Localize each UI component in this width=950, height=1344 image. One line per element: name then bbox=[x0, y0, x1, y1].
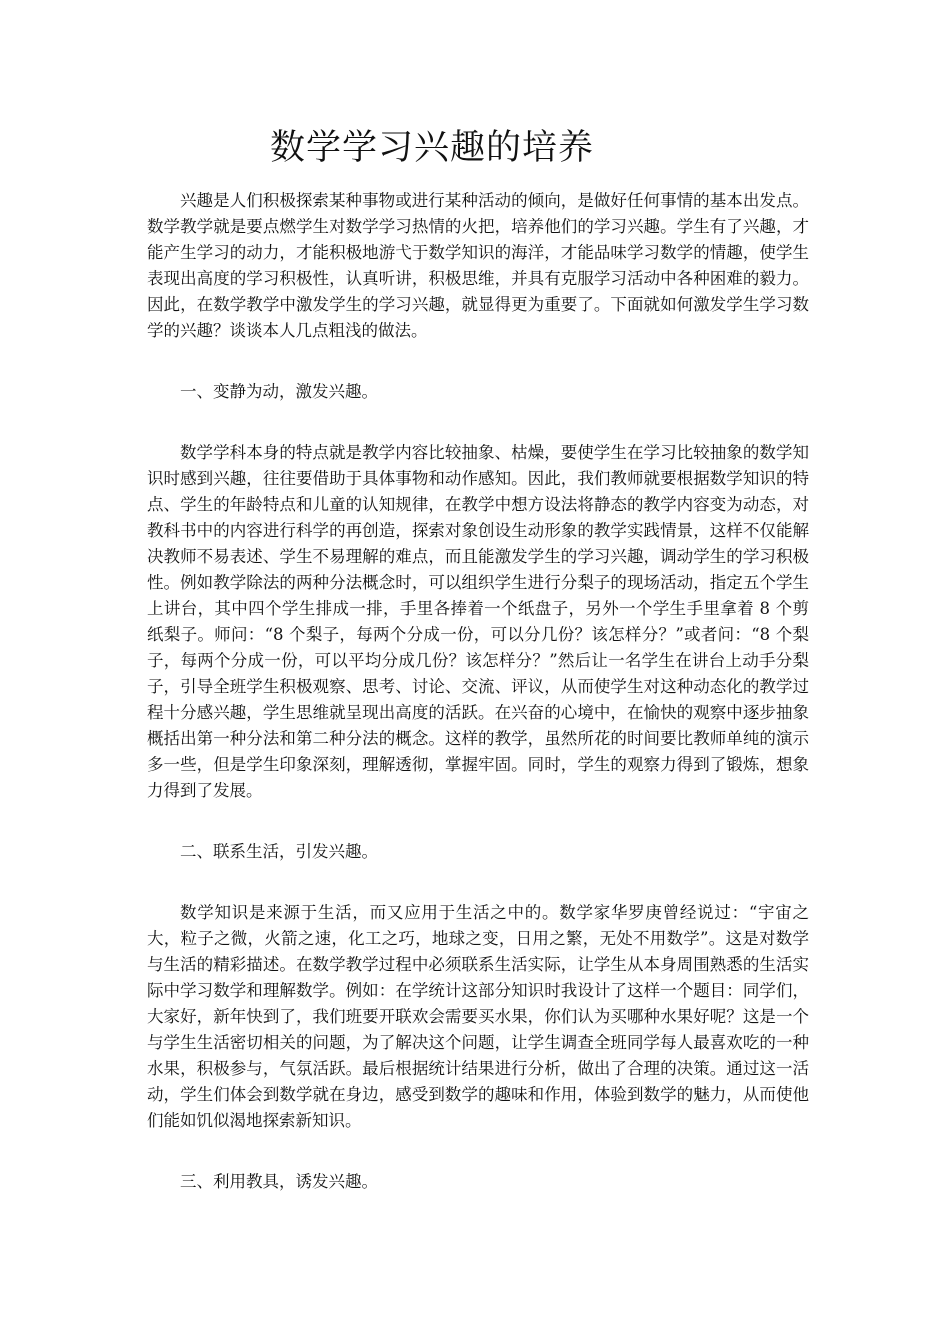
section-1-paragraph: 数学学科本身的特点就是教学内容比较抽象、枯燥，要使学生在学习比较抽象的数学知识时感到兴趣，往往要借助于具体事物和动作感知。因此，我们教师就要根据数学知识的特点、学生的年龄特点和儿童的认知规律，在教学中想方设法将静态的教学内容变为动态，对教科书中的内容进行科学的再创造，探索对象创设生动形象的教学实践情景，这样不仅能解决教师不易表述、学生不易理解的难点，而且能激发学生的学习兴趣，调动学生的学习积极性。例如教学除法的两种分法概念时，可以组织学生进行分梨子的现场活动，指定五个学生上讲台，其中四个学生排成一排，手里各捧着一个纸盘子，另外一个学生手里拿着 8 个剪纸梨子。师问：“8 个梨子，每两个分成一份，可以分几份？该怎样分？”或者问：“8 个梨子，每两个分成一份，可以平均分成几份？该怎样分？”然后让一名学生在讲台上动手分梨子，引导全班学生积极观察、思考、讨论、交流、评议，从而使学生对这种动态化的教学过程十分感兴趣，学生思维就呈现出高度的活跃。在兴奋的心境中，在愉快的观察中逐步抽象概括出第一种分法和第二种分法的概念。这样的教学，虽然所花的时间要比教师单纯的演示多一些，但是学生印象深刻，理解透彻，掌握牢固。同时，学生的观察力得到了锻炼，想象力得到了发展。 bbox=[147, 443, 809, 800]
intro-paragraph: 兴趣是人们积极探索某种事物或进行某种活动的倾向，是做好任何事情的基本出发点。数学教学就是要点燃学生对数学学习热情的火把，培养他们的学习兴趣。学生有了兴趣，才能产生学习的动力，才能积极地游弋于数学知识的海洋，才能品味学习数学的情趣，使学生表现出高度的学习积极性，认真听讲，积极思维，并具有克服学习活动中各种困难的毅力。因此，在数学教学中激发学生的学习兴趣，就显得更为重要了。下面就如何激发学生学习数学的兴趣？谈谈本人几点粗浅的做法。 bbox=[147, 191, 809, 340]
section-heading-2: 二、联系生活，引发兴趣。 bbox=[180, 842, 378, 861]
document-title: 数学学习兴趣的培养 bbox=[269, 128, 594, 168]
section-heading-1: 一、变静为动，激发兴趣。 bbox=[180, 382, 378, 401]
section-2-paragraph: 数学知识是来源于生活，而又应用于生活之中的。数学家华罗庚曾经说过：“宇宙之大，粒子之微，火箭之速，化工之巧，地球之变，日用之繁，无处不用数学”。这是对数学与生活的精彩描述。在数学教学过程中必须联系生活实际，让学生从本身周围熟悉的生活实际中学习数学和理解数学。例如：在学统计这部分知识时我设计了这样一个题目：同学们，大家好，新年快到了，我们班要开联欢会需要买水果，你们认为买哪种水果好呢？这是一个与学生生活密切相关的问题，为了解决这个问题，让学生调查全班同学每人最喜欢吃的一种水果，积极参与，气氛活跃。最后根据统计结果进行分析，做出了合理的决策。通过这一活动，学生们体会到数学就在身边，感受到数学的趣味和作用，体验到数学的魅力，从而使他们能如饥似渴地探索新知识。 bbox=[147, 903, 809, 1130]
document-body bbox=[147, 188, 809, 1230]
section-heading-3: 三、利用教具，诱发兴趣。 bbox=[180, 1172, 378, 1191]
